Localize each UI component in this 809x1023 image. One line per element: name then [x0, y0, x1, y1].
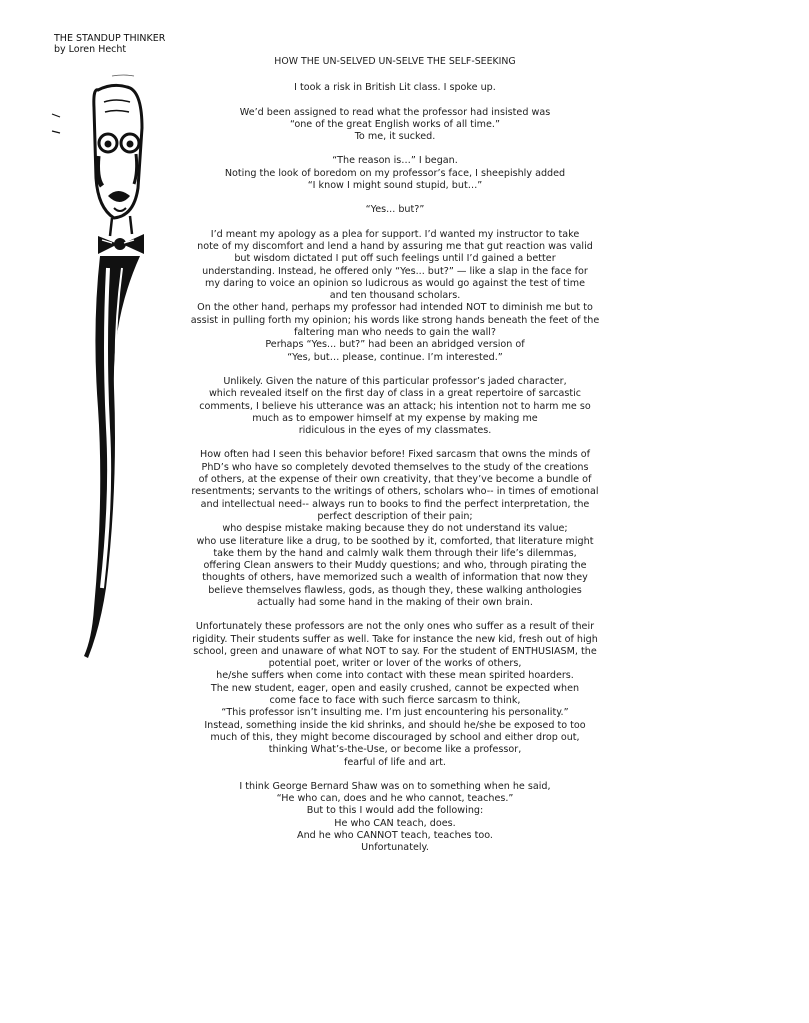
text-line: ridiculous in the eyes of my classmates. — [298, 425, 492, 437]
standup-thinker-illustration — [38, 68, 168, 668]
text-line: thinking What’s-the-Use, or become like a professor, — [268, 744, 522, 756]
text-line: On the other hand, perhaps my professor had intended NOT to diminish me but to — [197, 302, 593, 314]
text-line: believe themselves flawless, gods, as though they, these walking anthologies — [208, 584, 582, 596]
text-line: Unfortunately. — [361, 842, 429, 854]
text-line: which revealed itself on the first day of class in a great repertoire of sarcastic — [208, 388, 582, 400]
text-line: But to this I would add the following: — [306, 805, 484, 817]
text-line: “This professor isn’t insulting me. I’m just encountering his personality.” — [221, 707, 569, 719]
text-line: resentments; servants to the writings of others, scholars who-- in times of emotional — [191, 486, 599, 498]
text-line: he/she suffers when come into contact with these mean spirited hoarders. — [216, 670, 574, 682]
text-line: “one of the great English works of all time.” — [290, 118, 500, 130]
text-line: who despise mistake making because they do not understand its value; — [222, 523, 568, 535]
text-line: offering Clean answers to their Muddy questions; and who, through pirating the — [203, 560, 587, 572]
text-line: “Yes... but?” — [365, 204, 425, 216]
text-line: The new student, eager, open and easily crushed, cannot be expected when — [210, 682, 580, 694]
text-line: and intellectual need-- always run to books to find the perfect interpretation, the — [200, 498, 590, 510]
text-line: To me, it sucked. — [354, 131, 436, 143]
paragraph-8 — [180, 621, 610, 769]
text-line: perfect description of their pain; — [317, 510, 473, 522]
paragraph-6 — [180, 376, 610, 437]
paragraph-2 — [180, 107, 610, 144]
paragraph-4 — [180, 204, 610, 216]
text-line: “He who can, does and he who cannot, teaches.” — [276, 793, 514, 805]
text-line: rigidity. Their students suffer as well. Take for instance the new kid, fresh out of high — [192, 633, 598, 645]
text-line: “Yes, but… please, continue. I’m interested.” — [287, 351, 503, 363]
paragraph-9 — [180, 781, 610, 855]
text-line: Noting the look of boredom on my professor’s face, I sheepishly added — [224, 167, 566, 179]
text-line: I’d meant my apology as a plea for support. I’d wanted my instructor to take — [210, 228, 580, 240]
paragraph-5 — [180, 229, 610, 364]
text-line: Unfortunately these professors are not the only ones who suffer as a result of their — [195, 621, 595, 633]
text-line: Unlikely. Given the nature of this particular professor’s jaded character, — [223, 375, 567, 387]
text-line: We’d been assigned to read what the professor had insisted was — [239, 106, 551, 118]
text-line: “I know I might sound stupid, but…” — [307, 180, 483, 192]
paragraph-3 — [180, 155, 610, 192]
text-line: my daring to voice an opinion so ludicrous as would go against the test of time — [205, 277, 585, 289]
text-line: come face to face with such fierce sarcasm to think, — [269, 695, 521, 707]
text-line: understanding. Instead, he offered only “Yes... but?” — like a slap in the face for — [202, 265, 588, 277]
text-line: actually had some hand in the making of their own brain. — [257, 596, 533, 608]
text-line: much of this, they might become discouraged by school and either drop out, — [210, 731, 580, 743]
article — [180, 56, 610, 855]
text-line: school, green and unaware of what NOT to say. For the student of ENTHUSIASM, the — [193, 645, 597, 657]
masthead — [54, 33, 165, 55]
text-line: note of my discomfort and lend a hand by assuring me that gut reaction was valid — [197, 240, 593, 252]
text-line: PhD’s who have so completely devoted themselves to the study of the creations — [201, 461, 589, 473]
text-line: potential poet, writer or lover of the works of others, — [268, 658, 522, 670]
text-line: assist in pulling forth my opinion; his words like strong hands beneath the feet of the — [190, 314, 600, 326]
column-name: THE STANDUP THINKER — [54, 33, 166, 44]
text-line: thoughts of others, have memorized such a wealth of information that now they — [202, 572, 588, 584]
text-line: faltering man who needs to gain the wall? — [293, 327, 497, 339]
text-line: And he who CANNOT teach, teaches too. — [297, 830, 493, 842]
text-line: Perhaps “Yes... but?” had been an abridged version of — [265, 339, 525, 351]
text-line: take them by the hand and calmly walk them through their life’s dilemmas, — [213, 547, 577, 559]
text-line: of others, at the expense of their own creativity, that they’ve become a bundle of — [198, 474, 592, 486]
text-line: How often had I seen this behavior before! Fixed sarcasm that owns the minds of — [200, 449, 590, 461]
text-line: but wisdom dictated I put off such feelings until I’d gained a better — [234, 253, 556, 265]
text-line: who use literature like a drug, to be soothed by it, comforted, that literature might — [196, 535, 594, 547]
text-line: Instead, something inside the kid shrinks, and should he/she be exposed to too — [204, 719, 586, 731]
paragraph-7 — [180, 449, 610, 609]
text-line: He who CAN teach, does. — [334, 817, 456, 829]
byline: by Loren Hecht — [54, 44, 127, 55]
text-line: and ten thousand scholars. — [329, 290, 461, 302]
text-line: I think George Bernard Shaw was on to something when he said, — [239, 780, 551, 792]
article-title: HOW THE UN-SELVED UN-SELVE THE SELF-SEEKING — [274, 56, 516, 67]
text-line: “The reason is…” I began. — [332, 155, 458, 167]
text-line: fearful of life and art. — [344, 756, 446, 768]
paragraph-1 — [180, 82, 610, 94]
text-line: much as to empower himself at my expense by making me — [252, 412, 538, 424]
text-line: comments, I believe his utterance was an attack; his intention not to harm me so — [199, 400, 591, 412]
text-line: I took a risk in British Lit class. I spoke up. — [294, 82, 496, 94]
